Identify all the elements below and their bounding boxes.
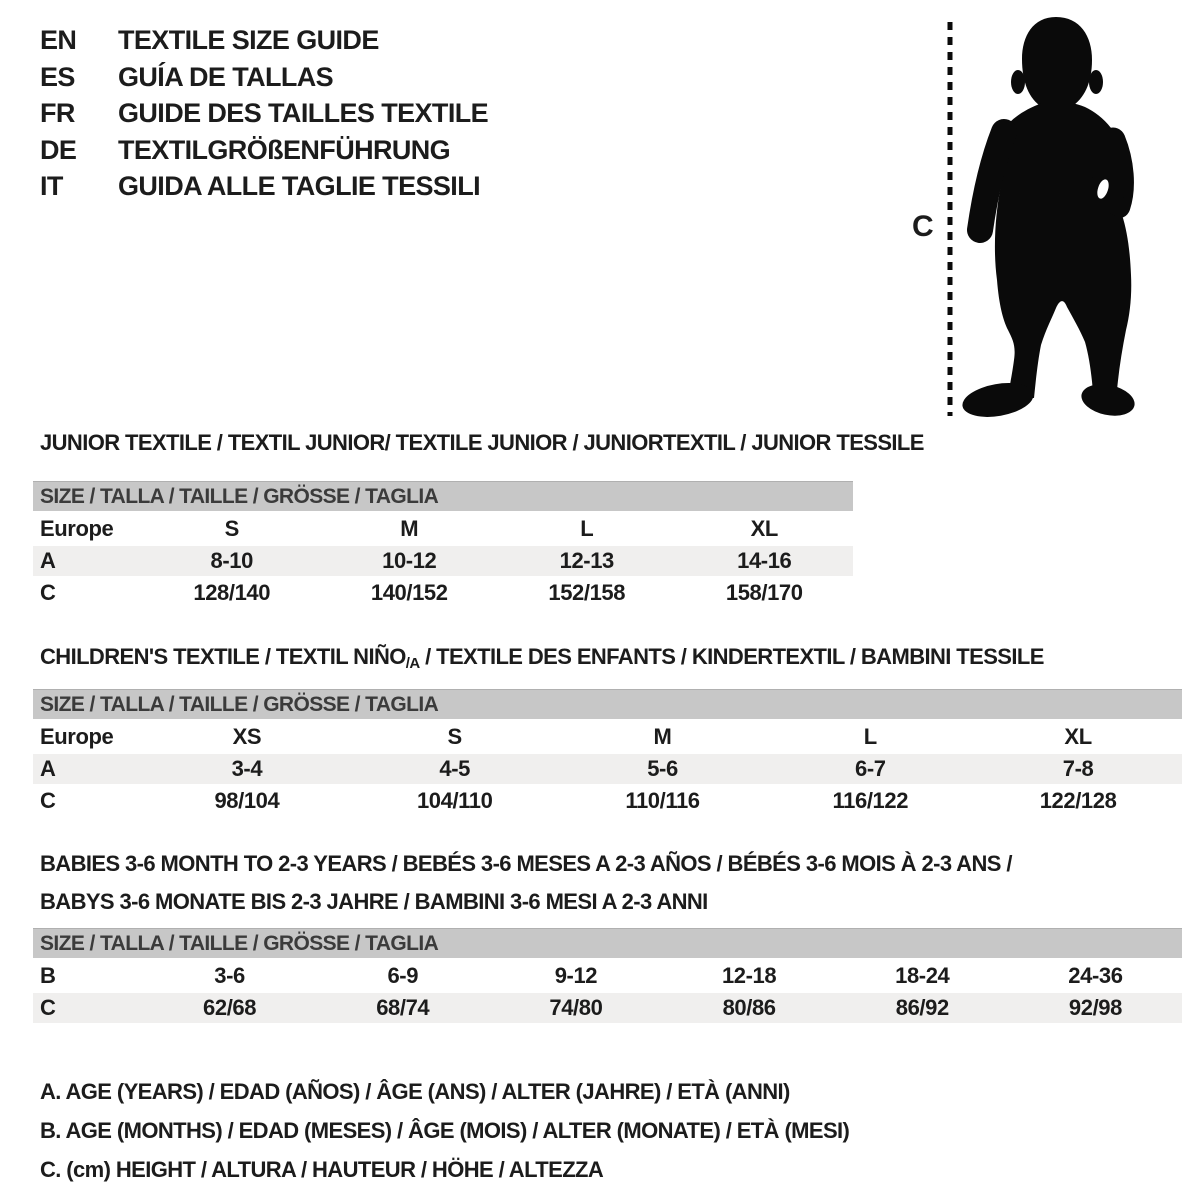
row-label: Europe (40, 724, 114, 749)
table-cell: 10-12 (382, 548, 437, 573)
table-cell: 122/128 (1039, 788, 1117, 813)
row-label: Europe (40, 516, 114, 541)
table-cell: 110/116 (625, 788, 700, 813)
lang-code: EN (40, 25, 77, 55)
lang-label: GUÍA DE TALLAS (118, 61, 334, 92)
table-cell: S (447, 724, 462, 749)
table-row (33, 786, 1182, 816)
table-cell: 158/170 (725, 580, 803, 605)
table-cell: 18-24 (895, 963, 950, 988)
table-cell: 86/92 (895, 995, 949, 1020)
title-subscript: /A (405, 655, 420, 672)
table-cell: 98/104 (214, 788, 280, 813)
table-row (33, 754, 1182, 784)
lang-row-de (40, 132, 488, 169)
lang-row-it (40, 168, 488, 205)
toddler-figure (900, 0, 1200, 430)
section-title-line2: BABYS 3-6 MONATE BIS 2-3 JAHRE / BAMBINI 3-6 MESI A 2-3 ANNI (40, 889, 708, 914)
children-size-table (33, 689, 1182, 818)
lang-code: ES (40, 61, 75, 92)
lang-label: GUIDE DES TAILLES TEXTILE (118, 98, 489, 128)
lang-row-es (40, 59, 488, 96)
lang-row-en (40, 22, 488, 59)
table-cell: XS (232, 724, 262, 749)
row-label: B (40, 963, 56, 988)
section-childrens-textile (33, 645, 1182, 835)
table-cell: 14-16 (737, 548, 792, 573)
table-cell: 4-5 (439, 756, 470, 781)
table-cell: 12-18 (721, 963, 777, 988)
table-cell: S (224, 516, 239, 541)
section-junior-textile (33, 430, 924, 616)
table-cell: 8-10 (210, 548, 253, 573)
table-row (33, 514, 853, 544)
lang-code: FR (40, 98, 75, 128)
section-title: JUNIOR TEXTILE / TEXTIL JUNIOR/ TEXTILE JUNIOR / JUNIORTEXTIL / JUNIOR TESSILE (40, 430, 924, 455)
section-title (40, 845, 1182, 921)
table-cell: 9-12 (554, 963, 598, 988)
legend-line-b: B. AGE (MONTHS) / EDAD (MESES) / ÂGE (MOIS) / ALTER (MONATE) / ETÀ (MESI) (40, 1118, 850, 1143)
table-cell: 62/68 (203, 995, 257, 1020)
language-title-list (40, 22, 488, 205)
row-label: A (40, 756, 56, 781)
title-part: CHILDREN'S TEXTILE / TEXTIL NIÑO (40, 644, 406, 669)
table-cell: 24-36 (1068, 963, 1123, 988)
row-label: C (40, 788, 56, 813)
table-cell: 6-9 (387, 963, 419, 988)
lang-code: DE (40, 134, 77, 165)
table-cell: 74/80 (549, 995, 603, 1020)
lang-row-fr (40, 95, 488, 132)
lang-label: TEXTILE SIZE GUIDE (118, 25, 379, 55)
title-part: / TEXTILE DES ENFANTS / KINDERTEXTIL / BAMBINI TESSILE (419, 644, 1044, 669)
table-row (33, 578, 853, 608)
section-title (40, 645, 1182, 676)
table-cell: 104/110 (416, 788, 493, 813)
table-cell: 3-4 (231, 756, 263, 781)
table-row (33, 961, 1182, 991)
table-cell: 68/74 (376, 995, 430, 1020)
table-row (33, 546, 853, 576)
legend (40, 1072, 849, 1189)
table-cell: L (863, 724, 877, 749)
lang-code: IT (40, 171, 63, 201)
size-header-bar: SIZE / TALLA / TAILLE / GRÖSSE / TAGLIA (33, 481, 853, 511)
lang-label: TEXTILGRÖßENFÜHRUNG (118, 134, 451, 165)
baby-silhouette-icon (900, 0, 1200, 430)
table-cell: 80/86 (722, 995, 776, 1020)
table-cell: XL (750, 516, 778, 541)
table-cell: 152/158 (548, 580, 626, 605)
legend-line-a: A. AGE (YEARS) / EDAD (AÑOS) / ÂGE (ANS) / ALTER (JAHRE) / ETÀ (ANNI) (40, 1079, 790, 1104)
legend-line-c: C. (cm) HEIGHT / ALTURA / HAUTEUR / HÖHE / ALTEZZA (40, 1157, 604, 1182)
table-row (33, 722, 1182, 752)
height-marker-label: C (912, 210, 934, 243)
table-cell: 3-6 (214, 963, 245, 988)
table-row (33, 993, 1182, 1023)
table-cell: XL (1064, 724, 1092, 749)
table-cell: M (400, 516, 419, 541)
table-cell: 5-6 (647, 756, 678, 781)
table-cell: L (580, 516, 594, 541)
table-cell: 128/140 (193, 580, 271, 605)
row-label: C (40, 995, 56, 1020)
table-cell: M (653, 724, 672, 749)
row-label: C (40, 580, 56, 605)
table-cell: 140/152 (370, 580, 448, 605)
lang-label: GUIDA ALLE TAGLIE TESSILI (118, 171, 480, 201)
table-cell: 116/122 (832, 788, 909, 813)
table-cell: 7-8 (1062, 756, 1094, 781)
table-cell: 6-7 (854, 756, 886, 781)
size-header-bar: SIZE / TALLA / TAILLE / GRÖSSE / TAGLIA (33, 689, 1182, 719)
junior-size-table (33, 481, 853, 610)
row-label: A (40, 548, 56, 573)
babies-size-table (33, 928, 1182, 1025)
section-title-line1: BABIES 3-6 MONTH TO 2-3 YEARS / BEBÉS 3-6 MESES A 2-3 AÑOS / BÉBÉS 3-6 MOIS À 2-3 ANS / (40, 851, 1012, 876)
table-cell: 92/98 (1068, 995, 1122, 1020)
table-cell: 12-13 (559, 548, 614, 573)
size-header-bar: SIZE / TALLA / TAILLE / GRÖSSE / TAGLIA (33, 928, 1182, 958)
section-babies-textile (33, 845, 1182, 1030)
